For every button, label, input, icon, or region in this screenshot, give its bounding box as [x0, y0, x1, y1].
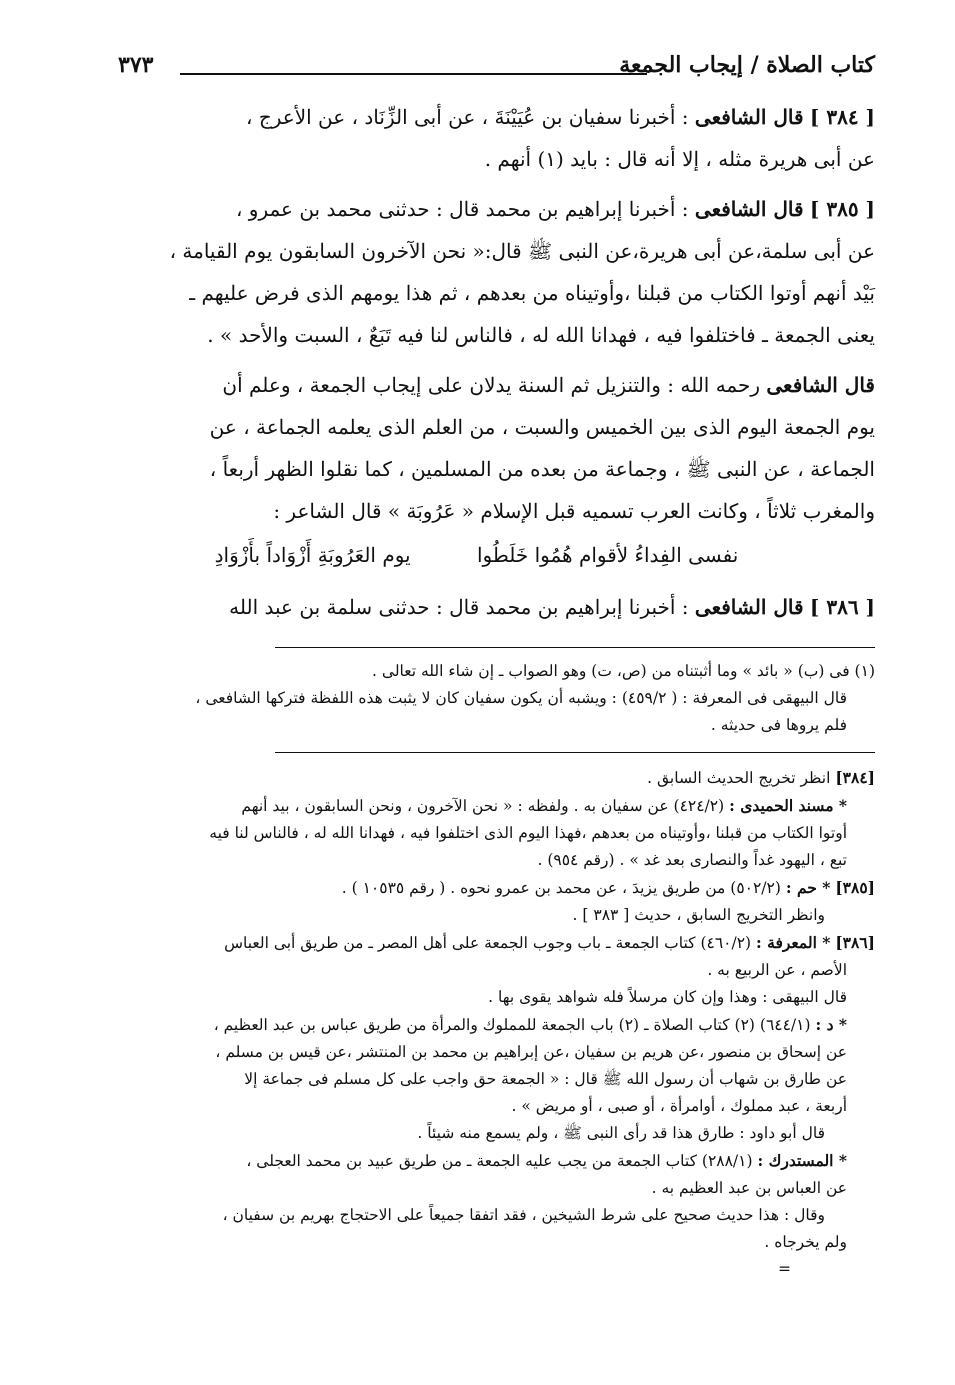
main-text: [118, 96, 875, 636]
footnote-1-cont: قال البيهقى فى المعرفة : ( ٤٥٩/٢) : ويشبه أن يكون سفيان كان لا يثبت هذه اللفظة فتركها الشافعى ،: [195, 689, 847, 707]
takhrij-384-line: [118, 792, 875, 820]
hadith-385: [118, 188, 875, 356]
hadith-text: : أخبرنا إبراهيم بن محمد قال : حدثنى سلمة بن عبد الله: [229, 595, 689, 619]
takhrij-text: (٢٨٨/١) كتاب الجمعة من يجب عليه الجمعة ـ من طريق عبيد بن محمد العجلى ،: [246, 1152, 753, 1170]
takhrij-384-line: تبع ، اليهود غداً والنصارى بعد غد » . (رقم ٩٥٤) .: [537, 851, 847, 869]
hadith-number: [ ٣٨٥ ]: [809, 197, 875, 221]
shafii-line4: والمغرب ثلاثاً ، وكانت العرب تسميه قبل الإسلام « عَرُوبَة » قال الشاعر :: [273, 499, 875, 523]
takhrij-384-line: أوتوا الكتاب من قبلنا ،وأوتيناه من بعدهم ،فهذا اليوم الذى اختلفوا فيه ، فهدانا الله له ، فالناس لنا فيه: [209, 824, 847, 842]
poem-verse: [118, 532, 875, 578]
takhrij-386-line: ولم يخرجاه .: [764, 1233, 847, 1251]
takhrij-385: [118, 874, 875, 902]
takhrij-text: (٤٦٠/٢) كتاب الجمعة ـ باب وجوب الجمعة على أهل المصر ـ من طريق أبى العباس: [224, 934, 752, 952]
poem-hemistich-2: يوم العَرُوبَةِ أَزْوَاداً بأَزْوَادِ: [214, 543, 411, 567]
hadith-384: [118, 96, 875, 180]
poem-hemistich-1: نفسى الفِداءُ لأقوام هُمُوا خَلَطُوا: [476, 543, 739, 567]
takhrij-386-line: عن العباس بن عبد العظيم به .: [651, 1179, 847, 1197]
takhrij-text: انظر تخريج الحديث السابق .: [647, 769, 831, 787]
source-name: * المعرفة :: [756, 933, 831, 952]
hadith-386: [118, 586, 875, 628]
takhrij-number: [٣٨٤]: [835, 768, 875, 787]
takhrij-text: (٤٢٤/٢) عن سفيان به . ولفظه : « نحن الآخرون ، ونحن السابقون ، بيد أنهم: [241, 797, 725, 815]
paragraph-text: رحمه الله : والتنزيل ثم السنة يدلان على إيجاب الجمعة ، وعلم أن: [222, 373, 761, 397]
header-rule: [180, 73, 647, 75]
speaker: قال الشافعى: [694, 595, 804, 619]
hadith-text: : أخبرنا إبراهيم بن محمد قال : حدثنى محمد بن عمرو ،: [235, 197, 689, 221]
source-name: * حم :: [785, 878, 831, 897]
shafii-line1: [118, 364, 875, 406]
source-name: * مسند الحميدى :: [729, 796, 847, 815]
takhrij-386-line: قال البيهقى : وهذا وإن كان مرسلاً فله شواهد يقوى بها .: [488, 988, 847, 1006]
takhrij-386-line: [118, 1147, 875, 1175]
footnote-1: (١) فى (ب) « بائد » وما أثبتناه من (ص، ت) وهو الصواب ـ إن شاء الله تعالى .: [372, 662, 875, 680]
takhrij-text: (٦٤٤/١) (٢) كتاب الصلاة ـ (٢) باب الجمعة للمملوك والمرأة من طريق عباس بن عبد العظيم ،: [213, 1016, 811, 1034]
source-name: * د :: [815, 1015, 847, 1034]
takhrij-text: (٥٠٢/٢) من طريق يزيدَ ، عن محمد بن عمرو نحوه . ( رقم ١٠٥٣٥ ) .: [341, 879, 781, 897]
hadith-number: [ ٣٨٤ ]: [809, 105, 875, 129]
takhrij-386-line: عن إسحاق بن منصور ،عن هريم بن سفيان ،عن إبراهيم بن محمد بن المنتشر ،عن قيس بن مسلم ،: [215, 1043, 847, 1061]
speaker: قال الشافعى: [694, 105, 804, 129]
takhrij-386-line: الأصم ، عن الربيع به .: [707, 961, 847, 979]
hadith-number: [ ٣٨٦ ]: [809, 595, 875, 619]
hadith-384-line2: عن أبى هريرة مثله ، إلا أنه قال : بايد (١) أنهم .: [484, 147, 875, 171]
takhrij-386-line: عن طارق بن شهاب أن رسول الله ﷺ قال : « الجمعة حق واجب على كل مسلم فى جماعة إلا: [244, 1070, 847, 1088]
speaker: قال الشافعى: [766, 373, 875, 397]
page-number: ٣٧٣: [118, 52, 154, 78]
footnotes: [118, 658, 875, 739]
hadith-386-line1: [118, 586, 875, 628]
footnote-1-cont: فلم يروها فى حديثه .: [710, 716, 847, 734]
takhrij-notes: [118, 764, 875, 1283]
shafii-line2: يوم الجمعة اليوم الذى بين الخميس والسبت ، من العلم الذى يعلمه الجماعة ، عن: [209, 415, 875, 439]
takhrij-384: [118, 764, 875, 792]
shafii-paragraph: [118, 364, 875, 578]
hadith-385-line2: عن أبى سلمة،عن أبى هريرة،عن النبى ﷺ قال:« نحن الآخرون السابقون يوم القيامة ،: [169, 239, 875, 263]
takhrij-386-line: أربعة ، عبد مملوك ، أوامرأة ، أو صبى ، أو مريض » .: [511, 1097, 847, 1115]
hadith-385-line1: [118, 188, 875, 230]
takhrij-divider: [275, 752, 875, 753]
hadith-384-line1: [118, 96, 875, 138]
takhrij-386: [118, 929, 875, 957]
continuation-mark: =: [778, 1260, 791, 1278]
takhrij-number: [٣٨٦]: [835, 933, 875, 952]
takhrij-386-line: [118, 1011, 875, 1039]
takhrij-385-line: وانظر التخريج السابق ، حديث [ ٣٨٣ ] .: [572, 906, 825, 924]
hadith-text: : أخبرنا سفيان بن عُيَيْنَةَ ، عن أبى الزِّنَاد ، عن الأعرج ،: [246, 105, 689, 129]
page-header: [118, 52, 875, 92]
footnote-divider: [275, 647, 875, 648]
hadith-385-line4: يعنى الجمعة ـ فاختلفوا فيه ، فهدانا الله له ، فالناس لنا فيه تَبَعٌ ، السبت والأحد » .: [207, 323, 875, 347]
source-name: * المستدرك :: [757, 1151, 847, 1170]
takhrij-386-line: وقال : هذا حديث صحيح على شرط الشيخين ، فقد اتفقا جميعاً على الاحتجاج بهريم بن سفيان ،: [222, 1206, 825, 1224]
takhrij-number: [٣٨٥]: [835, 878, 875, 897]
running-title: كتاب الصلاة / إيجاب الجمعة: [619, 52, 875, 78]
shafii-line3: الجماعة ، عن النبى ﷺ ، وجماعة من بعده من المسلمين ، كما نقلوا الظهر أربعاً ،: [209, 457, 875, 481]
speaker: قال الشافعى: [694, 197, 804, 221]
takhrij-386-line: قال أبو داود : طارق هذا قد رأى النبى ﷺ ، ولم يسمع منه شيئاً .: [417, 1124, 825, 1142]
hadith-385-line3: بَيْد أنهم أوتوا الكتاب من قبلنا ،وأوتيناه من بعدهم ، ثم هذا يومهم الذى فرض عليهم ـ: [189, 281, 875, 305]
